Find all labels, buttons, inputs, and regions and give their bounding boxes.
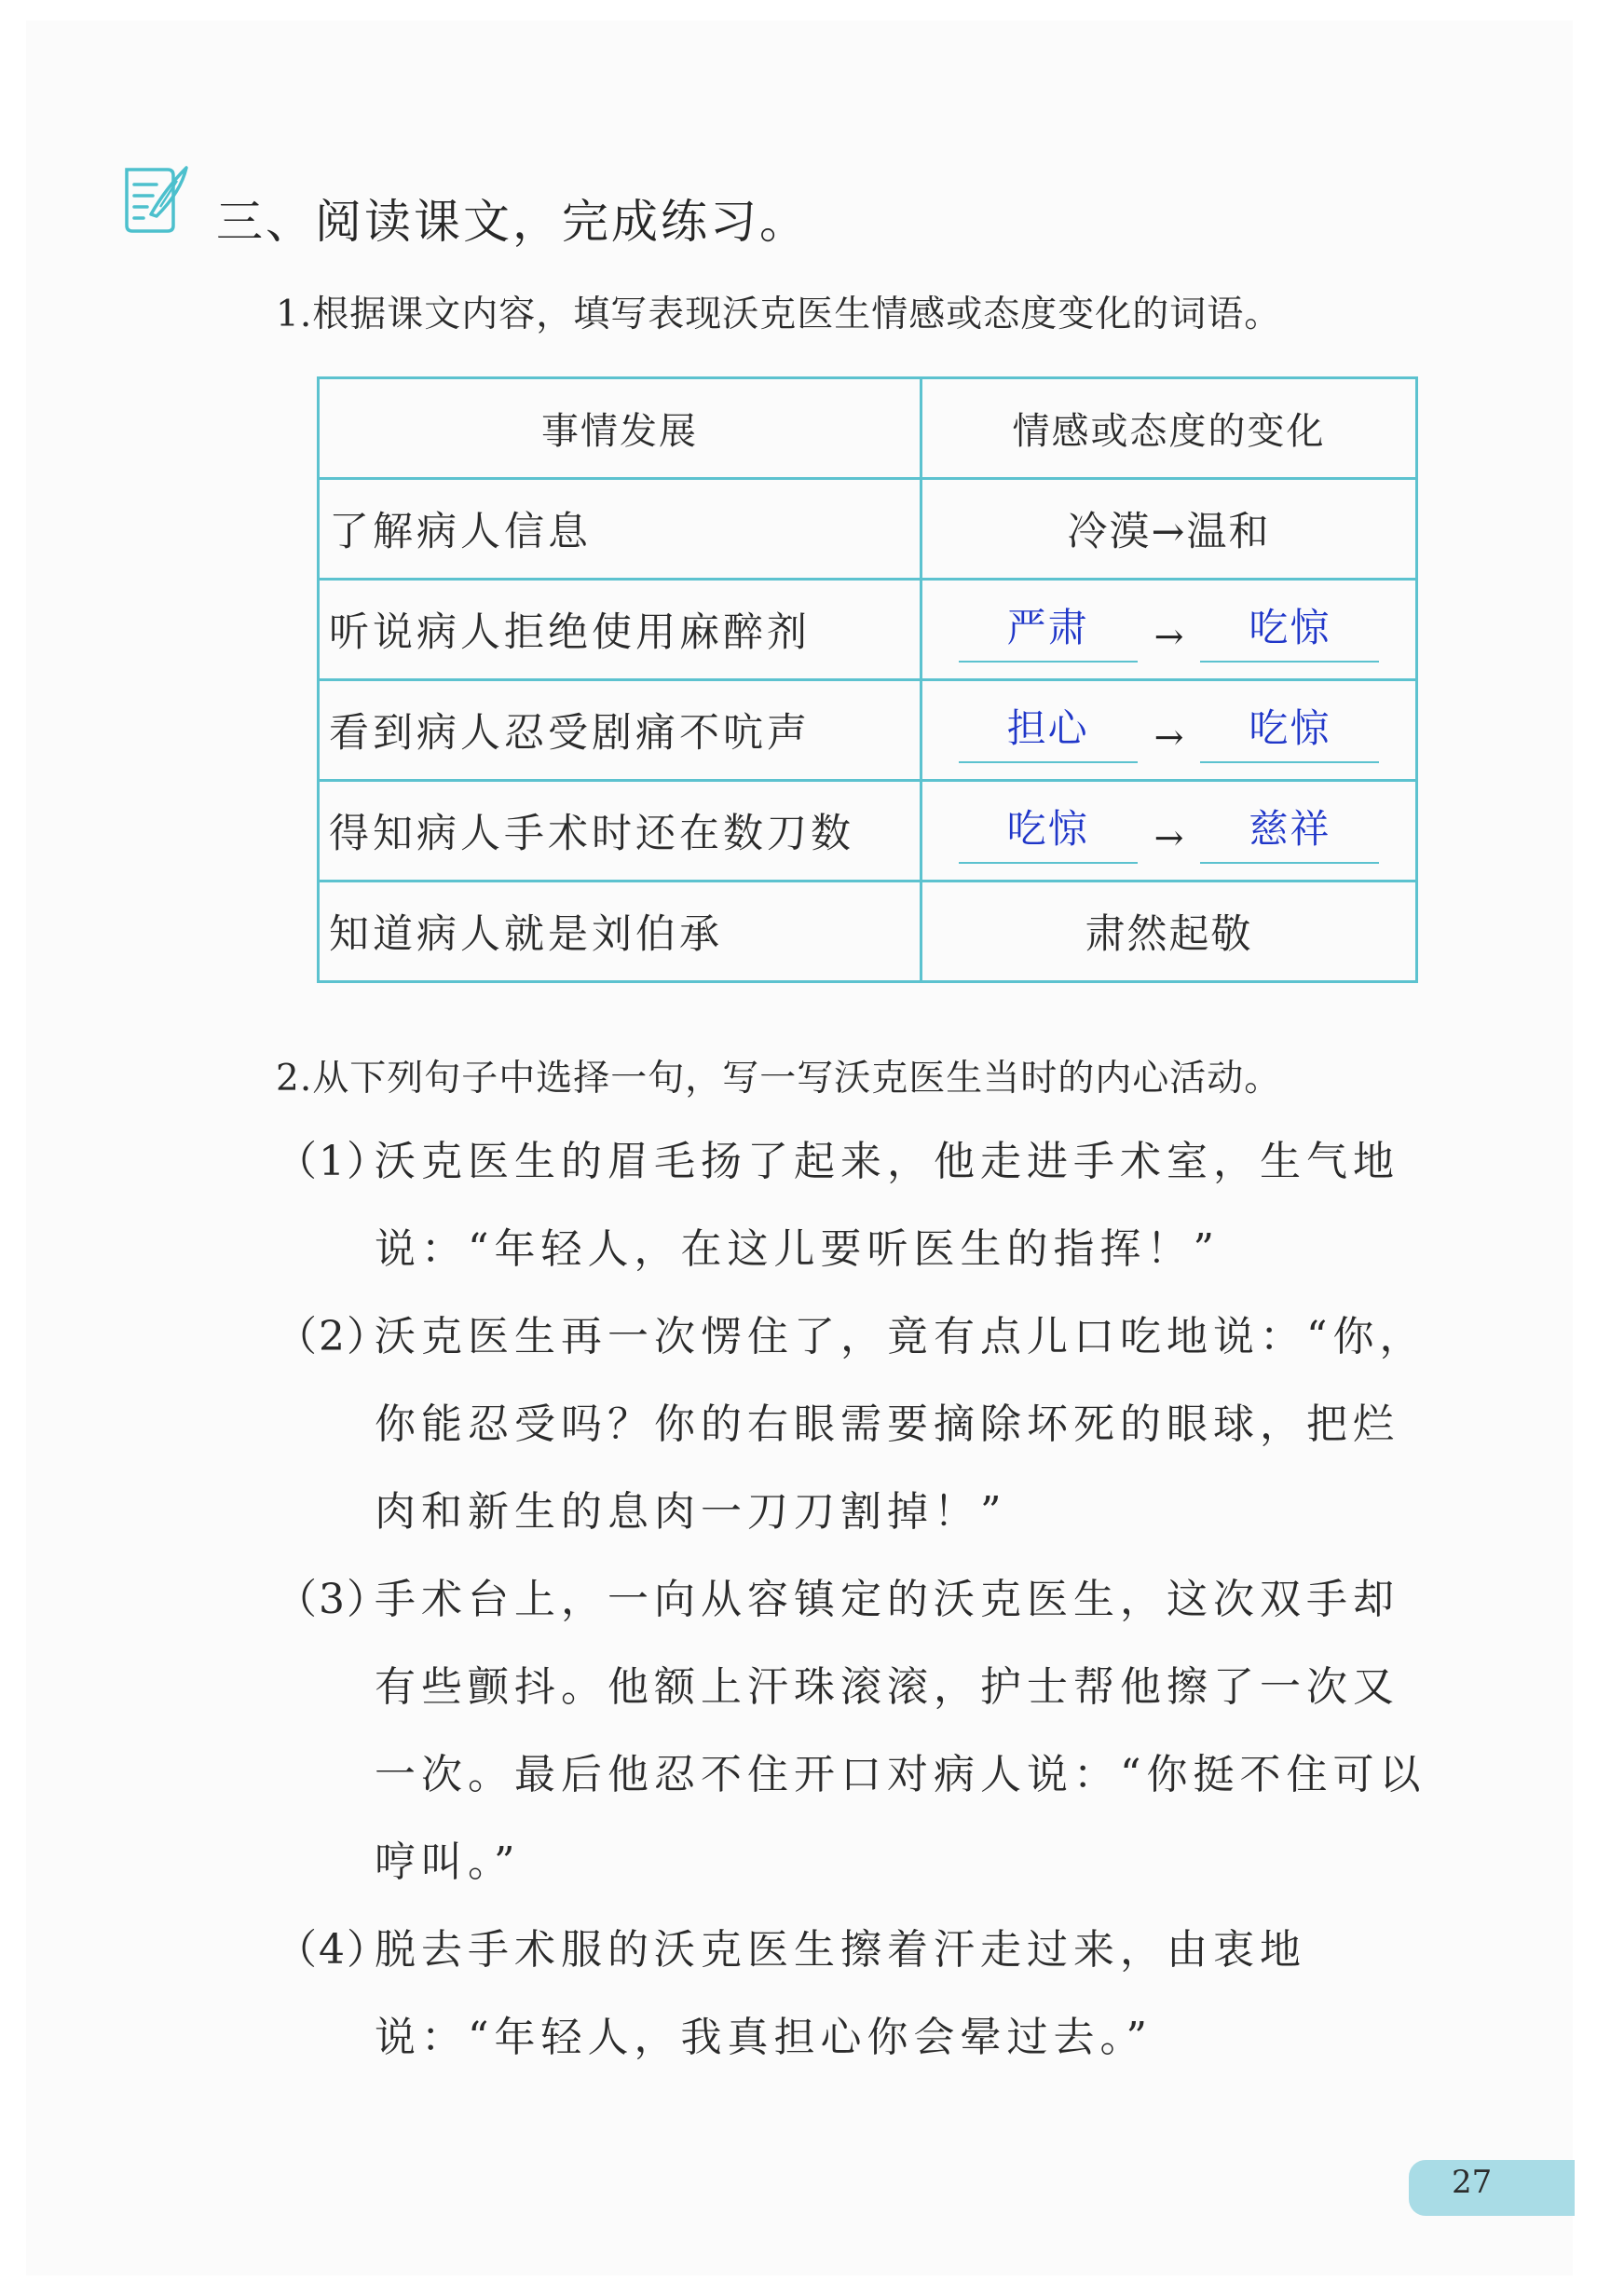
table-row (319, 479, 1417, 580)
item-number: （1） (276, 1138, 389, 1185)
arrow-symbol: → (1153, 716, 1184, 758)
item-number: （4） (276, 1926, 389, 1974)
answer-blank-to[interactable]: 慈祥 (1200, 799, 1379, 864)
list-item (276, 1906, 1431, 2082)
event-cell: 得知病人手术时还在数刀数 (319, 781, 921, 882)
event-cell: 看到病人忍受剧痛不吭声 (319, 680, 921, 781)
change-cell: 肃然起敬 (921, 882, 1417, 982)
answer-blank-to[interactable]: 吃惊 (1200, 698, 1379, 763)
table-row (319, 580, 1417, 680)
item-text: 沃克医生再一次愣住了，竟有点儿口吃地说：“你，你能忍受吗？你的右眼需要摘除坏死的眼球，把烂肉和新生的息肉一刀刀割掉！” (375, 1313, 1426, 1536)
section-title: 三、阅读课文，完成练习。 (216, 195, 809, 249)
table-row (319, 680, 1417, 781)
item-text: 手术台上，一向从容镇定的沃克医生，这次双手却有些颤抖。他额上汗珠滚滚，护士帮他擦了一次又一次。最后他忍不住开口对病人说：“你挺不住可以哼叫。” (375, 1576, 1426, 1886)
question-2-text: 2.从下列句子中选择一句，写一写沃克医生当时的内心活动。 (276, 1058, 1282, 1100)
change-cell (921, 781, 1417, 882)
arrow-symbol: → (1153, 615, 1184, 657)
item-text: 脱去手术服的沃克医生擦着汗走过来，由衷地说：“年轻人，我真担心你会晕过去。” (375, 1926, 1306, 2061)
item-number: （3） (276, 1576, 389, 1623)
answer-blank-to[interactable]: 吃惊 (1200, 597, 1379, 663)
item-text: 沃克医生的眉毛扬了起来，他走进手术室，生气地说：“年轻人，在这儿要听医生的指挥！” (375, 1138, 1399, 1273)
arrow-symbol: → (1153, 816, 1184, 858)
emotion-change-table (317, 376, 1418, 983)
list-item (276, 1118, 1431, 1293)
question-1-text: 1.根据课文内容，填写表现沃克医生情感或态度变化的词语。 (276, 294, 1282, 335)
event-cell: 了解病人信息 (319, 479, 921, 580)
table-row (319, 781, 1417, 882)
answer-blank-from[interactable]: 担心 (959, 698, 1138, 763)
table-header-row (319, 378, 1417, 479)
item-number: （2） (276, 1313, 389, 1360)
change-cell: 冷漠→温和 (921, 479, 1417, 580)
event-cell: 听说病人拒绝使用麻醉剂 (319, 580, 921, 680)
answer-blank-from[interactable]: 严肃 (959, 597, 1138, 663)
answer-blank-from[interactable]: 吃惊 (959, 799, 1138, 864)
event-cell: 知道病人就是刘伯承 (319, 882, 921, 982)
table-row (319, 882, 1417, 982)
list-item (276, 1293, 1431, 1556)
change-cell (921, 680, 1417, 781)
header-change: 情感或态度的变化 (921, 378, 1417, 479)
header-event: 事情发展 (319, 378, 921, 479)
page-number: 27 (1452, 2164, 1493, 2201)
change-cell (921, 580, 1417, 680)
list-item (276, 1556, 1431, 1906)
pencil-notepad-icon (119, 160, 190, 239)
